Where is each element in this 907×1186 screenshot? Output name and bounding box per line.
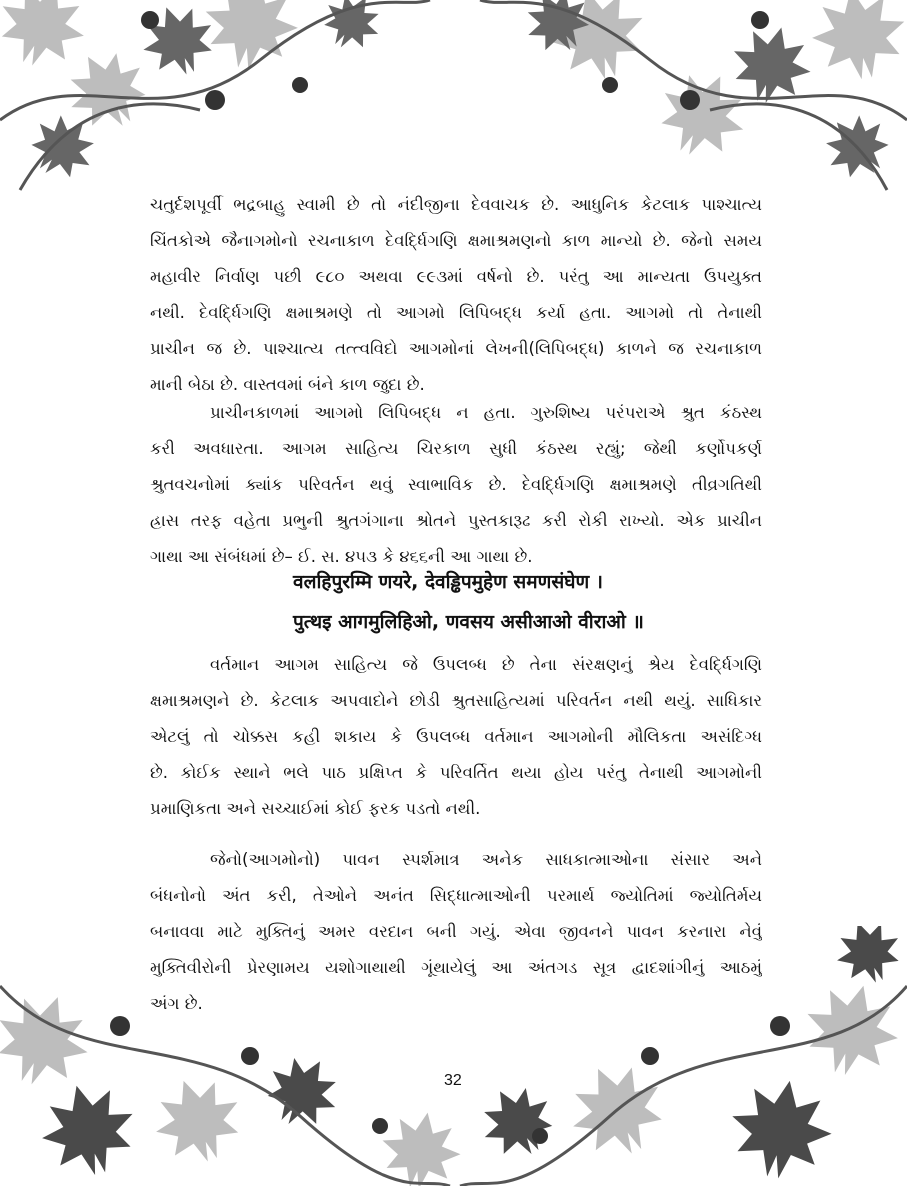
text-line: ગાથા આ સંબંધમાં છે– ઈ. સ. ૪૫૩ કે ૪૬૬ની આ ગાથા છે. xyxy=(150,547,533,566)
text-line: એટલું તો ચોક્કસ કહી શકાય કે ઉપલબ્ધ વર્તમાન આગમોની મૌલિકતા અસંદિગ્ધ xyxy=(150,727,762,746)
text-line: ચતુર્દશપૂર્વી ભદ્રબાહુ સ્વામી છે તો નંદીજીના દેવવાચક છે. આધુનિક કેટલાક પાશ્ચાત્ય xyxy=(150,195,762,214)
text-line: મહાવીર નિર્વાણ પછી ૯૮૦ અથવા ૯૯૩માં વર્ષનો છે. પરંતુ આ માન્યતા ઉપયુક્ત xyxy=(150,267,762,286)
text-line: અંગ છે. xyxy=(150,994,203,1013)
text-line: શ્રુતવચનોમાં ક્યાંક પરિવર્તન થવું સ્વાભાવિક છે. દેવર્દ્ધિગણિ ક્ષમાશ્રમણે તીવ્રગતિથી xyxy=(150,475,762,494)
paragraph-2 xyxy=(150,395,762,575)
text-line: ચિંતકોએ જૈનાગમોનો રચનાકાળ દેવર્દ્ધિગણિ ક્ષમાશ્રમણનો કાળ માન્યો છે. જેનો સમય xyxy=(150,231,762,250)
text-line: પ્રાચીન જ છે. પાશ્ચાત્ય તત્ત્વવિદો આગમોનાં લેખની(લિપિબદ્ધ) કાળને જ રચનાકાળ xyxy=(150,339,762,358)
paragraph-3 xyxy=(150,647,762,827)
paragraph-1 xyxy=(150,187,762,403)
floral-ornament-top xyxy=(0,0,907,200)
text-line: વર્તમાન આગમ સાહિત્ય જે ઉપલબ્ધ છે તેના સંરક્ષણનું શ્રેય દેવર્દ્ધિગણિ xyxy=(210,655,762,674)
text-line: બનાવવા માટે મુક્તિનું અમર વરદાન બની ગયું. એવા જીવનને પાવન કરનારા નેવું xyxy=(150,922,762,941)
paragraph-4 xyxy=(150,842,762,1022)
text-line: હ્રાસ તરફ વહેતા પ્રભુની શ્રુતગંગાના શ્રોતને પુસ્તકારૂઢ કરી રોકી રાખ્યો. એક પ્રાચીન xyxy=(150,511,762,530)
text-line: જેનો(આગમોનો) પાવન સ્પર્શમાત્ર અનેક સાધકાત્માઓના સંસાર અને xyxy=(210,850,762,869)
page-number: 32 xyxy=(444,1072,462,1089)
text-line: કરી અવધારતા. આગમ સાહિત્ય ચિરકાળ સુધી કંઠસ્થ રહ્યું; જેથી કર્ણોપકર્ણ xyxy=(150,439,762,458)
text-line: મુક્તિવીરોની પ્રેરણામય યશોગાથાથી ગૂંથાયેલું આ અંતગડ સૂત્ર દ્વાદશાંગીનું આઠમું xyxy=(150,958,762,977)
verse-line: पुत्थइ आगमुलिहिओ, णवसय असीआओ वीराओ ॥ xyxy=(293,611,644,633)
text-line: પ્રમાણિકતા અને સચ્ચાઈમાં કોઈ ફરક પડતો નથી. xyxy=(150,799,481,818)
text-line: નથી. દેવર્દ્ધિગણિ ક્ષમાશ્રમણે તો આગમો લિપિબદ્ધ કર્યા હતા. આગમો તો તેનાથી xyxy=(150,303,762,322)
text-line: પ્રાચીનકાળમાં આગમો લિપિબદ્ધ ન હતા. ગુરુશિષ્ય પરંપરાએ શ્રુત કંઠસ્થ xyxy=(210,403,762,422)
text-line: બંધનોનો અંત કરી, તેઓને અનંત સિદ્ધાત્માઓની પરમાર્થ જ્યોતિમાં જ્યોતિર્મય xyxy=(150,886,762,905)
text-line: માની બેઠા છે. વાસ્તવમાં બંને કાળ જુદા છે. xyxy=(150,375,425,394)
text-line: છે. કોઈક સ્થાને ભલે પાઠ પ્રક્ષિપ્ત કે પરિવર્તિત થયા હોય પરંતુ તેનાથી આગમોની xyxy=(150,763,762,782)
prakrit-verse xyxy=(293,562,644,642)
text-line: ક્ષમાશ્રમણને છે. કેટલાક અપવાદોને છોડી શ્રુતસાહિત્યમાં પરિવર્તન નથી થયું. સાધિકાર xyxy=(150,691,762,710)
verse-line: वलहिपुरम्मि णयरे, देवड्ढिपमुहेण समणसंघेण । xyxy=(293,571,603,593)
